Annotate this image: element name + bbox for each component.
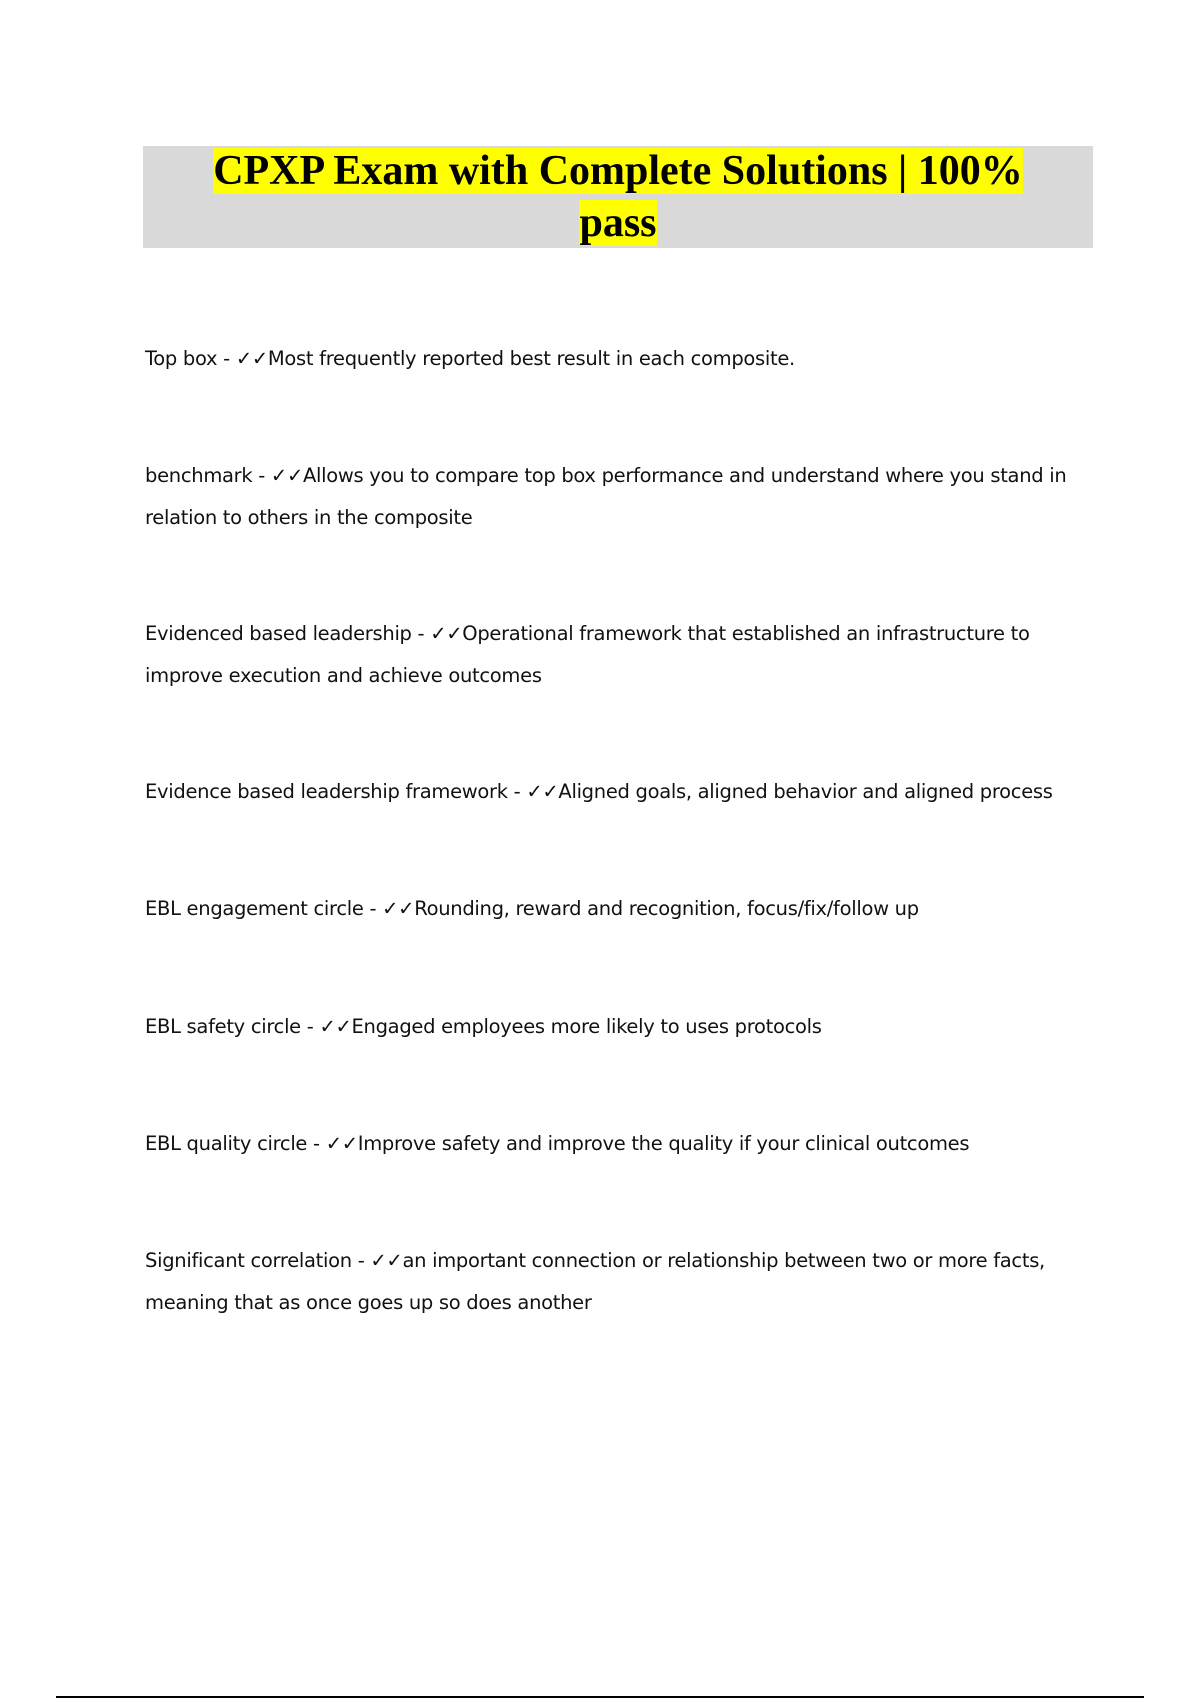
check-icon: ✓✓ [526, 780, 559, 803]
qa-item-significant-correlation [145, 1240, 1085, 1324]
qa-separator: - [307, 1132, 326, 1155]
check-icon: ✓✓ [270, 464, 303, 487]
qa-separator: - [252, 464, 271, 487]
qa-term: Evidence based leadership framework [145, 780, 508, 803]
check-icon: ✓✓ [370, 1249, 403, 1272]
qa-definition: Aligned goals, aligned behavior and aligned process [558, 780, 1053, 803]
qa-item-top-box [145, 338, 1085, 380]
qa-term: Significant correlation [145, 1249, 352, 1272]
page-title [178, 145, 1058, 249]
qa-separator: - [217, 347, 236, 370]
qa-term: Top box [145, 347, 218, 370]
footer-divider [56, 1696, 1144, 1698]
qa-term: benchmark [145, 464, 253, 487]
title-banner [143, 146, 1093, 248]
check-icon: ✓✓ [430, 622, 463, 645]
qa-separator: - [351, 1249, 371, 1272]
qa-separator: - [300, 1015, 320, 1038]
qa-item-evidenced-based-leadership [145, 613, 1085, 697]
qa-definition: an important connection or relationship between two or more facts, meaning that as once goes up so does another [145, 1249, 1045, 1314]
qa-definition: Rounding, reward and recognition, focus/fix/follow up [414, 897, 919, 920]
qa-separator: - [363, 897, 383, 920]
qa-definition: Improve safety and improve the quality if your clinical outcomes [357, 1132, 970, 1155]
check-icon: ✓✓ [325, 1132, 358, 1155]
title-line-2: pass [579, 200, 657, 246]
qa-term: EBL safety circle [145, 1015, 301, 1038]
qa-item-ebl-framework [145, 771, 1085, 813]
qa-definition: Allows you to compare top box performance and understand where you stand in relation to others in the composite [145, 464, 1067, 529]
qa-item-ebl-safety-circle [145, 1006, 1085, 1048]
qa-definition: Most frequently reported best result in each composite. [267, 347, 795, 370]
qa-definition: Engaged employees more likely to uses protocols [351, 1015, 822, 1038]
check-icon: ✓✓ [382, 897, 415, 920]
qa-item-ebl-quality-circle [145, 1123, 1085, 1165]
check-icon: ✓✓ [235, 347, 268, 370]
qa-item-benchmark [145, 455, 1085, 539]
title-line-1: CPXP Exam with Complete Solutions | 100% [213, 148, 1023, 194]
qa-term: EBL quality circle [145, 1132, 308, 1155]
qa-separator: - [411, 622, 431, 645]
qa-separator: - [507, 780, 527, 803]
qa-term: EBL engagement circle [145, 897, 364, 920]
qa-definition: Operational framework that established an infrastructure to improve execution and achieve outcomes [145, 622, 1030, 687]
qa-item-ebl-engagement-circle [145, 888, 1085, 930]
check-icon: ✓✓ [319, 1015, 352, 1038]
qa-term: Evidenced based leadership [145, 622, 412, 645]
